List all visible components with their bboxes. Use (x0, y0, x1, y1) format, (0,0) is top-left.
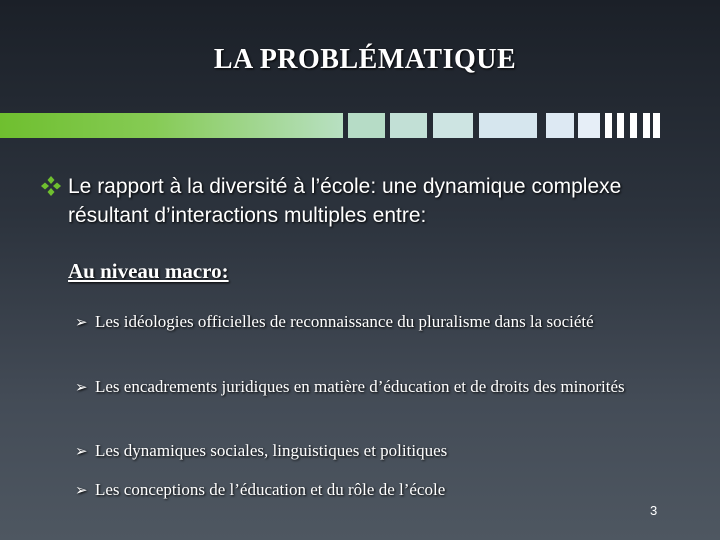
band-square (546, 113, 574, 138)
list-item (75, 478, 645, 502)
arrow-bullet-icon: ➢ (75, 313, 88, 331)
main-bullet (40, 172, 660, 230)
list-item-text: Les idéologies officielles de reconnaissance du pluralisme dans la société (95, 312, 594, 331)
subheading: Au niveau macro: (68, 259, 229, 283)
arrow-bullet-icon: ➢ (75, 378, 88, 396)
band-stripe (653, 113, 660, 138)
band-stripe (617, 113, 624, 138)
list-item-text: Les conceptions de l’éducation et du rôle de l’école (95, 480, 446, 499)
band-stripe (643, 113, 650, 138)
band-stripe (630, 113, 637, 138)
list-item (75, 375, 645, 399)
decorative-band (0, 113, 660, 138)
main-bullet-text: Le rapport à la diversité à l’école: une dynamique complexe résultant d’interactions multiples entre: (68, 175, 622, 227)
list-item-text: Les encadrements juridiques en matière d’éducation et de droits des minorités (95, 377, 625, 396)
list-item-text: Les dynamiques sociales, linguistiques et politiques (95, 441, 448, 460)
band-stripe (605, 113, 612, 138)
band-square (348, 113, 385, 138)
gradient-bar (0, 113, 343, 138)
slide-title: LA PROBLÉMATIQUE (213, 44, 517, 75)
page-number: 3 (650, 503, 658, 518)
arrow-bullet-icon: ➢ (75, 442, 88, 460)
list-item (75, 439, 645, 463)
band-square (433, 113, 473, 138)
band-square (390, 113, 427, 138)
band-square (479, 113, 537, 138)
list-item (75, 310, 645, 334)
diamond-bullet-icon (40, 175, 62, 197)
band-square (578, 113, 600, 138)
arrow-bullet-icon: ➢ (75, 481, 88, 499)
